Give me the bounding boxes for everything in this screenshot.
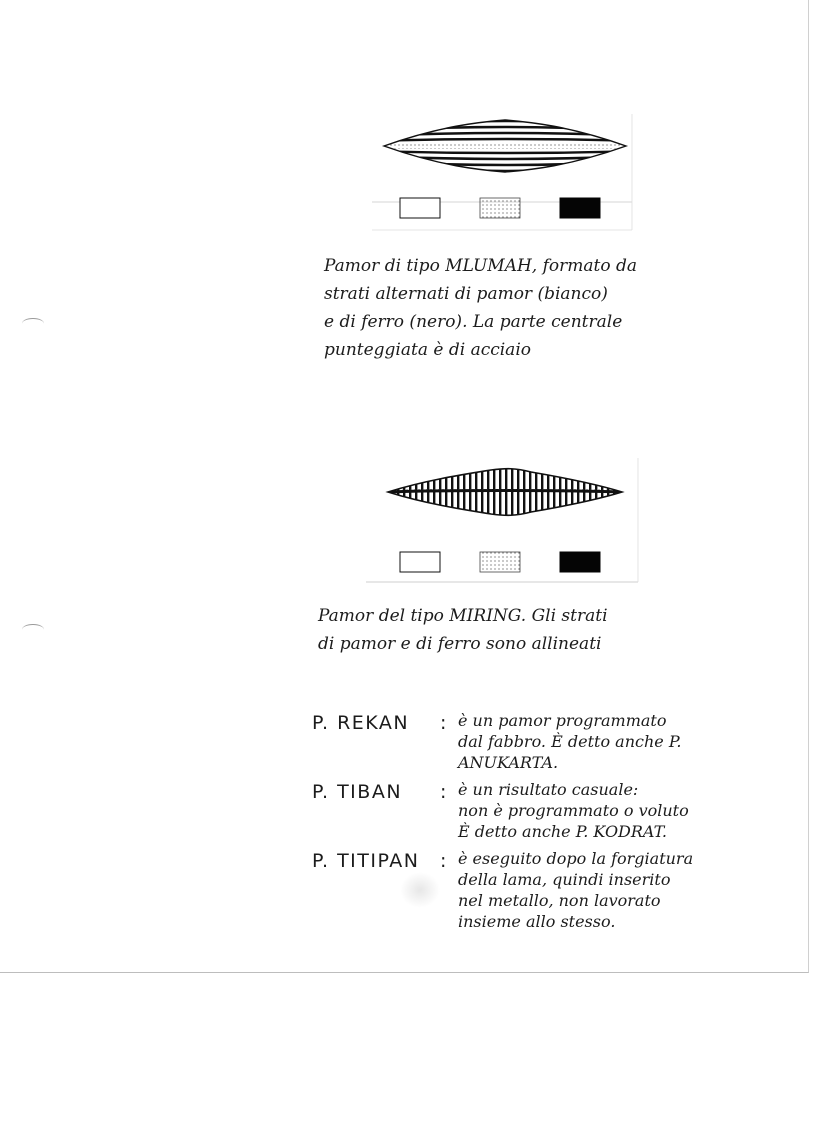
- miring-blade-diagram: [366, 456, 640, 586]
- glossary-definition: è eseguito dopo la forgiatura della lama, quindi inserito nel metallo, non lavorato insieme allo stesso.: [458, 849, 694, 931]
- glossary-term: P. TIBAN: [312, 781, 403, 803]
- legend-swatch-white: [400, 198, 440, 218]
- mlumah-blade-diagram: [370, 112, 640, 232]
- caption-miring: Pamor del tipo MIRING. Gli strati di pamor e di ferro sono allineati: [318, 606, 608, 654]
- glossary-definition: è un pamor programmato dal fabbro. È detto anche P. ANUKARTA.: [458, 711, 682, 772]
- glossary-entry-tiban: [312, 779, 782, 842]
- glossary-entry-rekan: [312, 710, 782, 773]
- punch-hole-mark: [22, 318, 44, 329]
- legend-swatch-white: [400, 552, 440, 572]
- legend-swatch-dotted: [480, 198, 520, 218]
- figure-mlumah: [370, 112, 640, 232]
- punch-hole-mark: [22, 624, 44, 635]
- scan-smudge: [400, 872, 440, 908]
- glossary-term: P. TITIPAN: [312, 850, 420, 872]
- pamor-glossary: [312, 710, 782, 938]
- legend-swatch-black: [560, 552, 600, 572]
- glossary-term: P. REKAN: [312, 712, 410, 734]
- glossary-definition: è un risultato casuale: non è programmato o voluto È detto anche P. KODRAT.: [458, 780, 689, 841]
- glossary-colon: :: [440, 781, 447, 803]
- glossary-colon: :: [440, 850, 447, 872]
- glossary-colon: :: [440, 712, 447, 734]
- caption-mlumah: Pamor di tipo MLUMAH, formato da strati alternati di pamor (bianco) e di ferro (nero). La parte centrale punteggiata è di acciaio: [324, 256, 638, 360]
- glossary-entry-titipan: [312, 848, 782, 932]
- legend-swatch-dotted: [480, 552, 520, 572]
- legend-swatch-black: [560, 198, 600, 218]
- figure-miring: [366, 456, 640, 586]
